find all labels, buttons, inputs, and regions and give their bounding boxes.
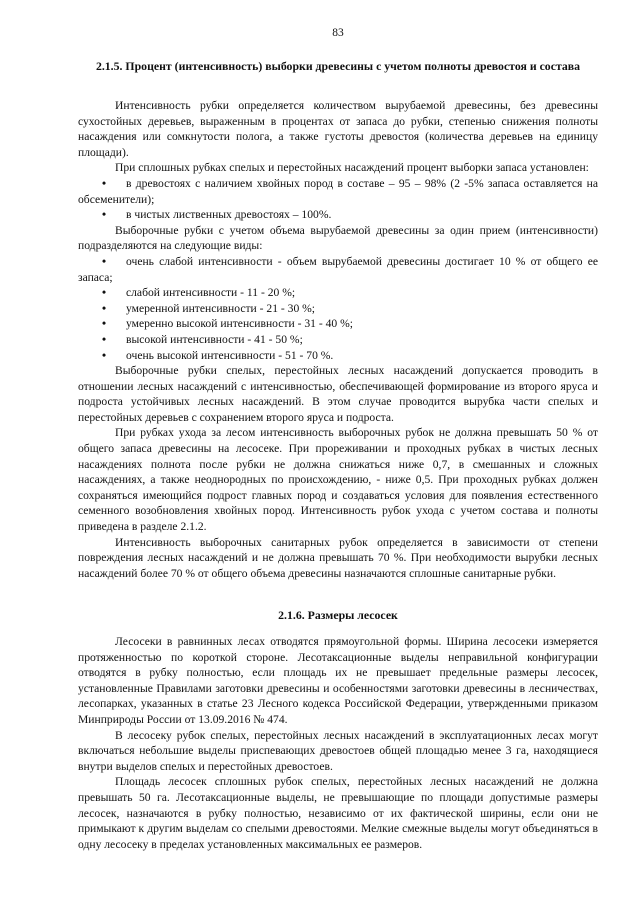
paragraph: В лесосеку рубок спелых, перестойных лесных насаждений в эксплуатационных лесах могут включаться небольшие выделы приспевающих древостоев общей площадью менее 3 га, находящиеся внутри выделов спелых и перестойных древостоев.	[78, 728, 598, 773]
paragraph: Выборочные рубки с учетом объема вырубаемой древесины за один прием (интенсивности) подразделяются на следующие виды:	[78, 223, 598, 253]
paragraph: При сплошных рубках спелых и перестойных насаждений процент выборки запаса установлен:	[115, 161, 589, 175]
section-heading-2-1-6: 2.1.6. Размеры лесосек	[278, 608, 398, 622]
paragraph: Площадь лесосек сплошных рубок спелых, перестойных лесных насаждений не должна превышать 50 га. Лесотаксационные выделы, не превышающие по площади допустимые размеры лесосек, назначаются в рубку полностью, независимо от их фактической ширины, если они не примыкают к другим выделам со спелыми древостоями. Мелкие смежные выделы могут объединяться в одну лесосеку в пределах установленных максимальных ее размеров.	[78, 775, 598, 851]
bullet-icon: •	[102, 286, 107, 300]
list-item: • умеренной интенсивности - 21 - 30 %;	[102, 301, 316, 315]
paragraph: Выборочные рубки спелых, перестойных лесных насаждений допускается проводить в отношении лесных насаждений с интенсивностью, обеспечивающей формирование из второго яруса и подроста устойчивых лесных насаждений. В этом случае проводится вырубка части спелых и перестойных деревьев с сохранением второго яруса и подроста.	[78, 364, 598, 424]
bullet-icon: •	[102, 317, 107, 331]
list-item: • слабой интенсивности - 11 - 20 %;	[102, 286, 296, 300]
section-2-1-5-body	[78, 98, 598, 581]
bullet-list	[78, 176, 598, 223]
bullet-icon: •	[102, 254, 107, 268]
paragraph: Интенсивность рубки определяется количеством вырубаемой древесины, без древесины сухостойных деревьев, выраженным в процентах от запаса до рубки, степенью снижения полноты насаждения или сомкнутости полога, а также густоты древостоя (количества деревьев на единицу площади).	[78, 99, 598, 159]
paragraph: Интенсивность выборочных санитарных рубок определяется в зависимости от степени повреждения лесных насаждений и не должна превышать 70 %. При необходимости вырубки лесных насаждений более 70 % от общего объема древесины назначаются сплошные санитарные рубки.	[78, 535, 598, 580]
list-item: • умеренно высокой интенсивности - 31 - 40 %;	[102, 317, 353, 331]
page-number: 83	[332, 27, 344, 39]
list-item: • в чистых лиственных древостоях – 100%.	[102, 208, 332, 222]
list-item: • очень слабой интенсивности - объем вырубаемой древесины достигает 10 % от общего ее запаса;	[78, 254, 598, 284]
bullet-icon: •	[102, 332, 107, 346]
paragraph: При рубках ухода за лесом интенсивность выборочных рубок не должна превышать 50 % от общего запаса древесины на лесосеке. При прореживании и проходных рубках в чистых лесных насаждениях полнота после рубки не должна снижаться ниже 0,7, в смешанных и сложных насаждениях, а также неоднородных по происхождению, - ниже 0,5. При проходных рубках должен сохраняться имеющийся подрост главных пород и создаваться условия для появления естественного семенного возобновления хвойных пород. Интенсивность рубок ухода с учетом состава и полноты приведена в разделе 2.1.2.	[78, 426, 598, 534]
bullet-icon: •	[102, 208, 107, 222]
bullet-icon: •	[102, 348, 107, 362]
bullet-icon: •	[102, 301, 107, 315]
bullet-icon: •	[102, 176, 107, 190]
paragraph: Лесосеки в равнинных лесах отводятся прямоугольной формы. Ширина лесосеки измеряется протяженностью по короткой стороне. Лесотаксационные выделы неправильной конфигурации отводятся в рубку полностью, если площадь их не превышает предельные размеры лесосек, установленные Правилами заготовки древесины и особенностями заготовки древесины в лесничествах, лесопарках, указанных в статье 23 Лесного кодекса Российской Федерации, утвержденными приказом Минприроды России от 13.09.2016 № 474.	[78, 635, 598, 726]
section-heading-2-1-5: 2.1.5. Процент (интенсивность) выборки древесины с учетом полноты древостоя и состава	[95, 59, 581, 73]
section-2-1-6-body	[78, 634, 598, 852]
list-item: • очень высокой интенсивности - 51 - 70 %.	[102, 348, 334, 362]
list-item: • в древостоях с наличием хвойных пород в составе – 95 – 98% (2 -5% запаса оставляется на обсеменители);	[78, 176, 598, 206]
bullet-list	[78, 254, 598, 363]
list-item: • высокой интенсивности - 41 - 50 %;	[102, 332, 303, 346]
